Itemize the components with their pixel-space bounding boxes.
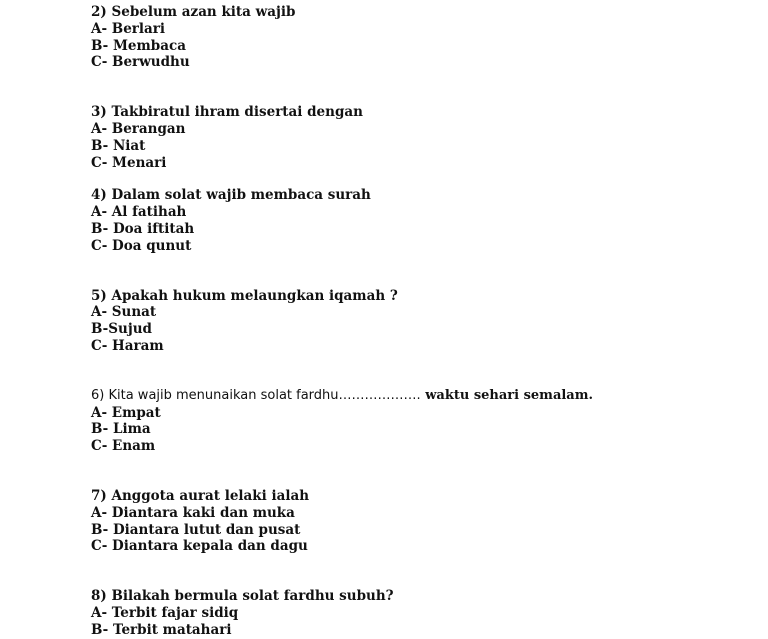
question-8 [91, 588, 751, 638]
question-6 [91, 388, 751, 455]
question-3 [91, 104, 751, 171]
option-c: C- Diantara kepala dan dagu [91, 538, 308, 555]
option-b: B- Niat [91, 137, 146, 154]
question-5 [91, 288, 751, 355]
option-b: B- Terbit matahari [91, 621, 232, 638]
question-stem: 2) Sebelum azan kita wajib [91, 4, 296, 20]
option-c: C- Menari [91, 154, 167, 171]
stem-suffix: waktu sehari semalam. [420, 387, 594, 403]
option-a: A- Berangan [91, 120, 186, 137]
stem-prefix: 6) Kita wajib menunaikan solat fardhu [91, 387, 339, 403]
option-c: C- Berwudhu [91, 54, 190, 71]
quiz-page [91, 4, 751, 639]
option-a: A- Terbit fajar sidiq [91, 604, 239, 621]
option-c: C- Enam [91, 438, 156, 455]
option-b: B- Membaca [91, 37, 186, 54]
option-c: C- Doa qunut [91, 237, 192, 254]
stem-blank: ………………. [338, 387, 421, 403]
question-stem: 8) Bilakah bermula solat fardhu subuh? [91, 588, 394, 605]
question-7 [91, 488, 751, 555]
option-a: A- Sunat [91, 304, 157, 321]
question-stem: 4) Dalam solat wajib membaca surah [91, 187, 371, 204]
option-b: B- Doa iftitah [91, 220, 195, 237]
option-a: A- Diantara kaki dan muka [91, 504, 295, 521]
option-b: B- Diantara lutut dan pusat [91, 521, 301, 538]
option-a: A- Empat [91, 404, 161, 421]
question-stem: 7) Anggota aurat lelaki ialah [91, 487, 310, 504]
question-stem [91, 388, 751, 405]
option-c: C- Haram [91, 337, 164, 354]
option-b: B- Lima [91, 421, 151, 438]
question-stem: 3) Takbiratul ihram disertai dengan [91, 104, 363, 121]
option-a: A- Berlari [91, 20, 166, 37]
question-2 [91, 4, 751, 71]
option-b: B-Sujud [91, 321, 152, 338]
option-a: A- Al fatihah [91, 204, 187, 221]
question-stem: 5) Apakah hukum melaungkan iqamah ? [91, 287, 398, 304]
question-4 [91, 187, 751, 254]
